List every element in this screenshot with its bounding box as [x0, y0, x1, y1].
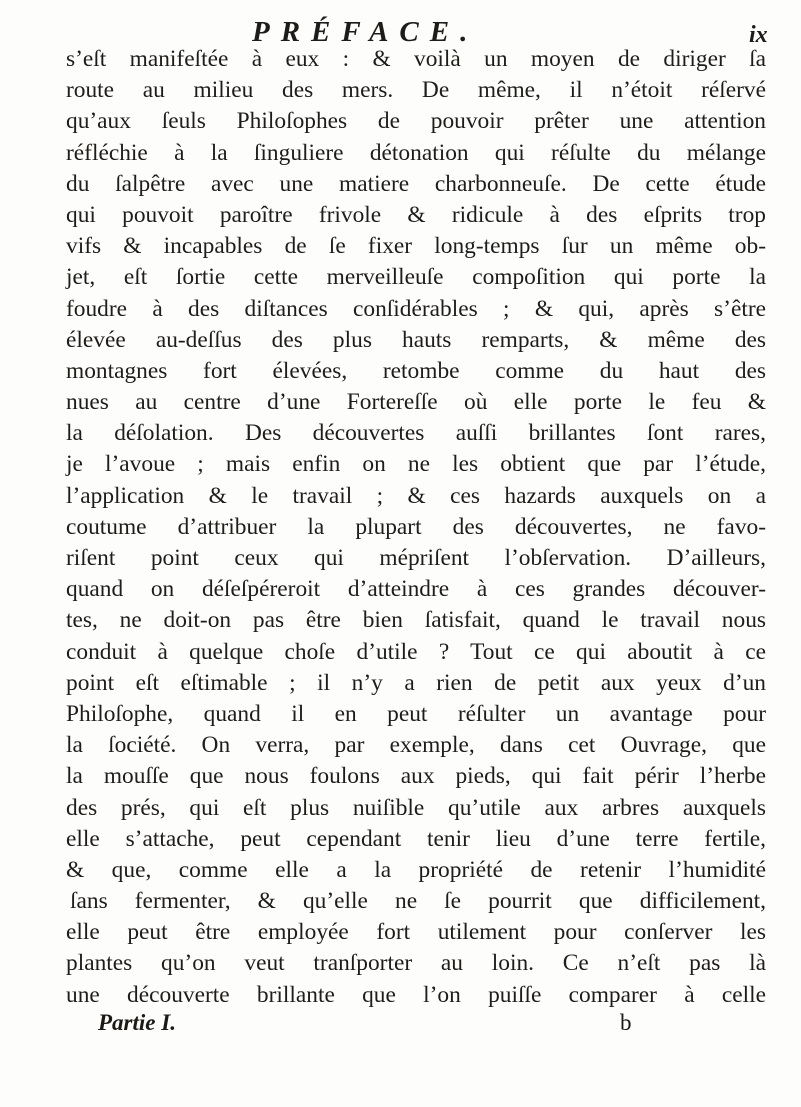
text-line: route au milieu des mers. De même, il n’étoit réſervé [66, 77, 766, 104]
text-line: & que, comme elle a la propriété de retenir l’humidité [66, 856, 766, 883]
text-line: la ſociété. On verra, par exemple, dans cet Ouvrage, que [66, 732, 766, 759]
text-line: plantes qu’on veut tranſporter au loin. Ce n’eſt pas là [66, 950, 766, 977]
text-line: élevée au-deſſus des plus hauts remparts, & même des [66, 326, 766, 353]
text-line: réfléchie à la ſinguliere détonation qui réſulte du mélange [66, 139, 766, 166]
text-line: conduit à quelque choſe d’utile ? Tout ce qui aboutit à ce [66, 638, 766, 665]
text-line: elle s’attache, peut cependant tenir lieu d’une terre fertile, [66, 825, 766, 852]
text-line: nues au centre d’une Fortereſſe où elle porte le feu & [66, 389, 766, 416]
text-line: quand on déſeſpéreroit d’atteindre à ces grandes découver- [66, 576, 766, 603]
text-line: la mouſſe que nous foulons aux pieds, qui fait périr l’herbe [66, 763, 766, 790]
text-line: je l’avoue ; mais enfin on ne les obtient que par l’étude, [66, 451, 766, 478]
text-line: ſans fermenter, & qu’elle ne ſe pourrit que difficilement, [70, 888, 766, 915]
running-title: PRÉFACE. [252, 16, 479, 48]
text-line: Philoſophe, quand il en peut réſulter un avantage pour [66, 700, 766, 727]
text-line: des prés, qui eſt plus nuiſible qu’utile aux arbres auxquels [66, 794, 766, 821]
text-line: vifs & incapables de ſe fixer long-temps ſur un même ob- [66, 233, 766, 260]
text-line: l’application & le travail ; & ces hazards auxquels on a [66, 482, 766, 509]
text-line: la déſolation. Des découvertes auſſi brillantes ſont rares, [66, 420, 766, 447]
text-line: une découverte brillante que l’on puiſſe comparer à celle [66, 981, 766, 1008]
body-text [66, 44, 766, 1011]
text-line: qu’aux ſeuls Philoſophes de pouvoir prêter une attention [66, 108, 766, 135]
text-line: point eſt eſtimable ; il n’y a rien de petit aux yeux d’un [66, 669, 766, 696]
page-footer [0, 1010, 801, 1050]
page-number: ix [749, 22, 768, 48]
text-line: jet, eſt ſortie cette merveilleuſe compoſition qui porte la [66, 264, 766, 291]
text-line: s’eſt manifeſtée à eux : & voilà un moyen de diriger ſa [66, 46, 766, 72]
text-line: tes, ne doit-on pas être bien ſatisfait, quand le travail nous [66, 607, 766, 634]
signature-mark: b [620, 1010, 632, 1035]
text-line: foudre à des diſtances conſidérables ; & qui, après s’être [66, 295, 766, 322]
signature-label: Partie I. [98, 1010, 176, 1035]
text-line: coutume d’attribuer la plupart des découvertes, ne favo- [66, 513, 766, 540]
text-line: riſent point ceux qui mépriſent l’obſervation. D’ailleurs, [66, 545, 766, 571]
text-line: qui pouvoit paroître frivole & ridicule à des eſprits trop [66, 201, 766, 228]
text-line: elle peut être employée fort utilement pour conſerver les [66, 919, 766, 946]
text-line: du ſalpêtre avec une matiere charbonneuſe. De cette étude [66, 170, 766, 197]
text-line: montagnes fort élevées, retombe comme du haut des [66, 357, 766, 384]
